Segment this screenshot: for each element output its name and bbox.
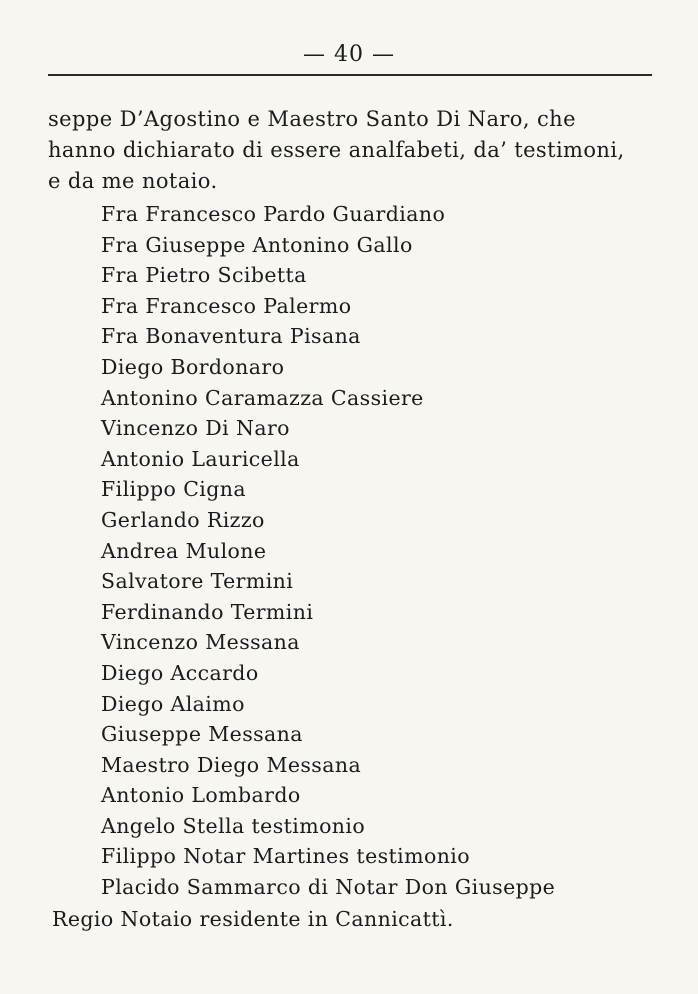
signatory-name: Diego Alaimo (101, 691, 245, 716)
signatory-name: Fra Giuseppe Antonino Gallo (101, 232, 413, 257)
signatory-name: Ferdinando Termini (101, 599, 314, 624)
signatories-list (101, 199, 641, 903)
signatory-name: Vincenzo Messana (101, 630, 300, 655)
closing-line: Regio Notaio residente in Cannicattì. (52, 907, 454, 931)
signatory-name: Fra Francesco Palermo (101, 293, 352, 318)
signatory-name: Placido Sammarco di Notar Don Giuseppe (101, 875, 556, 900)
signatory-name: Vincenzo Di Naro (101, 416, 290, 441)
intro-line: e da me notaio. (48, 169, 218, 193)
signatory-name: Filippo Cigna (101, 477, 246, 502)
intro-line: hanno dichiarato di essere analfabeti, da’ testimoni, (48, 138, 625, 162)
signatory-name: Antonino Caramazza Cassiere (101, 385, 424, 410)
signatory-name: Salvatore Termini (101, 569, 294, 594)
intro-line: seppe D’Agostino e Maestro Santo Di Naro, che (48, 107, 576, 131)
page-number: — 40 — (303, 42, 395, 67)
signatory-name: Maestro Diego Messana (101, 752, 362, 777)
signatory-name: Angelo Stella testimonio (101, 813, 366, 838)
signatory-name: Fra Bonaventura Pisana (101, 324, 361, 349)
header-rule (48, 74, 652, 76)
signatory-name: Filippo Notar Martines testimonio (101, 844, 470, 869)
signatory-name: Diego Accardo (101, 660, 259, 685)
signatory-name: Giuseppe Messana (101, 722, 303, 747)
signatory-name: Fra Francesco Pardo Guardiano (101, 202, 446, 226)
signatory-name: Antonio Lombardo (101, 783, 301, 808)
intro-paragraph (48, 104, 658, 197)
signatory-name: Diego Bordonaro (101, 354, 285, 379)
signatory-name: Gerlando Rizzo (101, 507, 265, 532)
signatory-name: Fra Pietro Scibetta (101, 263, 307, 288)
signatory-name: Antonio Lauricella (101, 446, 300, 471)
signatory-name: Andrea Mulone (101, 538, 267, 563)
